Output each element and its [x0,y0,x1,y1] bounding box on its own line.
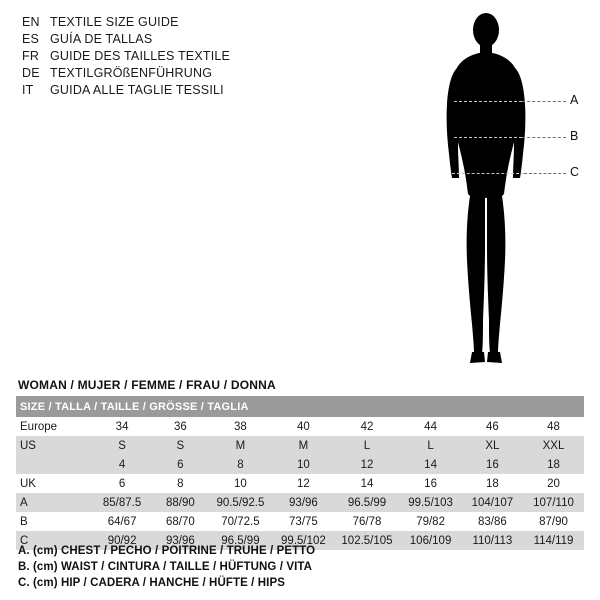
table-cell: 64/67 [92,512,152,531]
table-cell: 4 [92,455,152,474]
hip-measure-line [452,173,524,174]
table-cell: 114/119 [523,531,584,550]
table-row [16,455,584,474]
table-cell: 10 [272,455,334,474]
table-cell: 88/90 [152,493,209,512]
legend-item-waist: B. (cm) WAIST / CINTURA / TAILLE / HÜFTUNG / VITA [18,561,313,573]
size-table-section [16,378,584,550]
language-row [22,48,322,65]
table-cell: M [272,436,334,455]
table-cell: 99.5/103 [399,493,461,512]
table-cell: 16 [462,455,523,474]
table-cell: 102.5/105 [335,531,400,550]
chest-measure-line [454,101,522,102]
chest-measure-label: A [570,93,579,107]
row-label [16,455,92,474]
table-cell: 18 [462,474,523,493]
table-cell: 96.5/99 [335,493,400,512]
table-header-row [16,396,584,417]
table-row [16,512,584,531]
table-cell: S [92,436,152,455]
table-cell: 12 [272,474,334,493]
language-code: FR [22,49,40,63]
table-row [16,493,584,512]
table-cell: 79/82 [399,512,461,531]
table-header-label: SIZE / TALLA / TAILLE / GRÖSSE / TAGLIA [16,396,584,417]
table-cell: XL [462,436,523,455]
table-cell: 38 [209,417,273,436]
language-row [22,14,322,31]
row-label: C [16,531,92,550]
chest-leader-line [522,101,566,102]
language-code: ES [22,32,40,46]
table-cell: 76/78 [335,512,400,531]
table-cell: 8 [152,474,209,493]
table-cell: 68/70 [152,512,209,531]
table-cell: 70/72.5 [209,512,273,531]
table-cell: M [209,436,273,455]
table-cell: 18 [523,455,584,474]
hip-leader-line [524,173,566,174]
row-label: US [16,436,92,455]
waist-measure-label: B [570,129,579,143]
table-cell: 46 [462,417,523,436]
table-cell: 73/75 [272,512,334,531]
table-cell: 16 [399,474,461,493]
table-cell: 87/90 [523,512,584,531]
female-body-silhouette-icon [420,8,590,373]
language-title: GUÍA DE TALLAS [50,32,153,46]
language-title: TEXTILGRÖßENFÜHRUNG [50,66,213,80]
table-cell: 83/86 [462,512,523,531]
table-cell: L [335,436,400,455]
language-code: IT [22,83,34,97]
measurement-legend [18,543,315,591]
row-label: UK [16,474,92,493]
row-label: B [16,512,92,531]
language-row [22,31,322,48]
table-cell: 6 [92,474,152,493]
table-row [16,436,584,455]
table-cell: 34 [92,417,152,436]
table-cell: 40 [272,417,334,436]
language-title: GUIDA ALLE TAGLIE TESSILI [50,83,224,97]
table-row [16,417,584,436]
table-cell: 36 [152,417,209,436]
table-cell: 99.5/102 [272,531,334,550]
waist-leader-line [522,137,566,138]
table-cell: 20 [523,474,584,493]
table-cell: 42 [335,417,400,436]
language-title: GUIDE DES TAILLES TEXTILE [50,49,231,63]
table-cell: 44 [399,417,461,436]
language-code: DE [22,66,40,80]
hip-measure-label: C [570,165,580,179]
language-title: TEXTILE SIZE GUIDE [50,15,179,29]
table-cell: 110/113 [462,531,523,550]
table-cell: XXL [523,436,584,455]
table-cell: 93/96 [272,493,334,512]
measurement-figure [420,8,590,373]
row-label: A [16,493,92,512]
language-row [22,65,322,82]
table-cell: 90/92 [92,531,152,550]
table-caption: WOMAN / MUJER / FEMME / FRAU / DONNA [18,378,276,392]
waist-measure-line [454,137,522,138]
table-cell: 6 [152,455,209,474]
table-cell: 48 [523,417,584,436]
table-cell: L [399,436,461,455]
row-label: Europe [16,417,92,436]
table-cell: 96.5/99 [209,531,273,550]
table-cell: S [152,436,209,455]
table-cell: 90.5/92.5 [209,493,273,512]
legend-item-hip: C. (cm) HIP / CADERA / HANCHE / HÜFTE / HIPS [18,577,286,589]
table-cell: 107/110 [523,493,584,512]
language-code: EN [22,15,40,29]
language-row [22,82,322,99]
table-cell: 106/109 [399,531,461,550]
table-cell: 14 [399,455,461,474]
language-title-list [22,14,322,99]
table-cell: 8 [209,455,273,474]
table-cell: 85/87.5 [92,493,152,512]
table-cell: 104/107 [462,493,523,512]
table-row [16,474,584,493]
table-cell: 12 [335,455,400,474]
size-table [16,396,584,550]
table-cell: 14 [335,474,400,493]
legend-item-chest: A. (cm) CHEST / PECHO / POITRINE / TRUHE / PETTO [18,545,316,557]
table-cell: 10 [209,474,273,493]
table-cell: 93/96 [152,531,209,550]
